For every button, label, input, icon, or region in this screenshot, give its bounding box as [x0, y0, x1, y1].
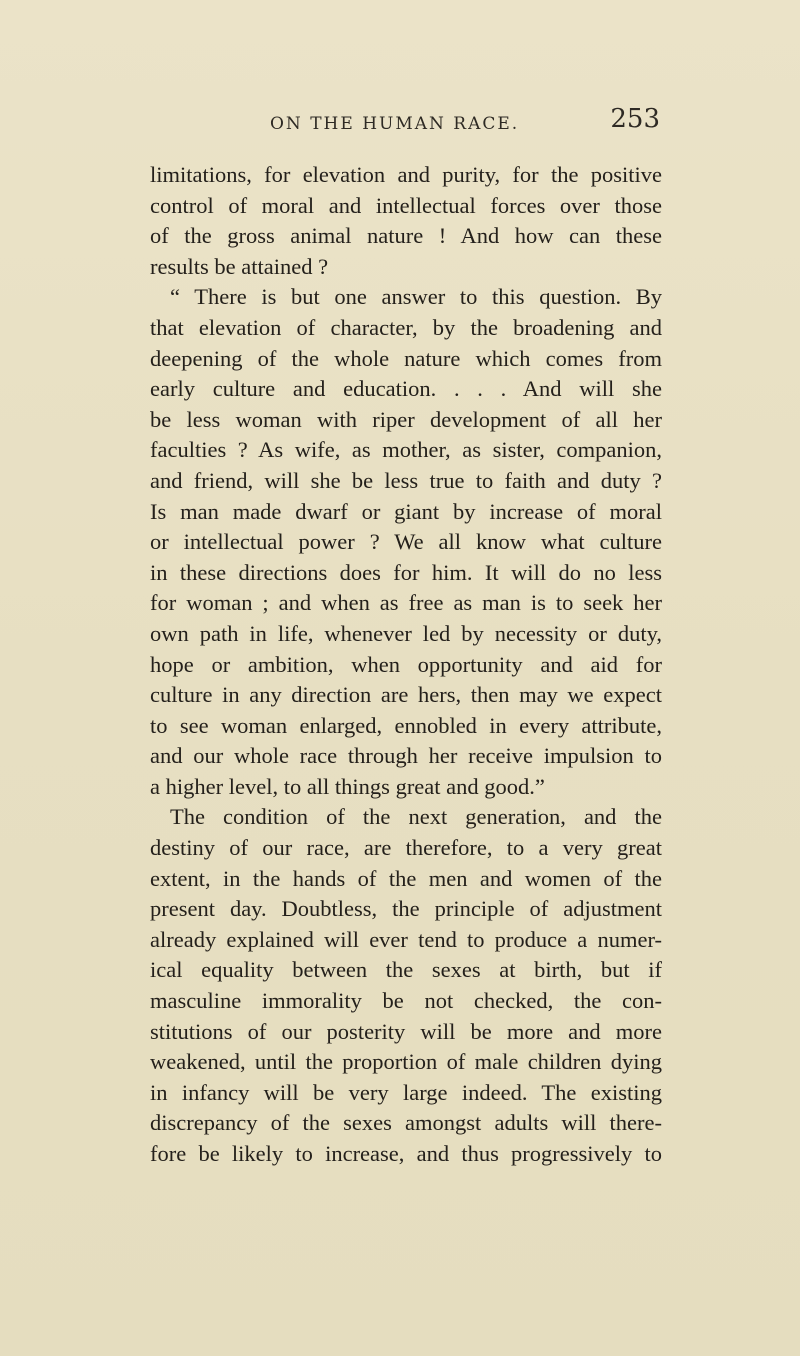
- text-line: in these directions does for him. It will do no less: [150, 559, 662, 585]
- text-line: be less woman with riper development of all her: [150, 406, 662, 432]
- text-line: present day. Doubtless, the principle of adjustment: [150, 896, 662, 922]
- text-line: limitations, for elevation and purity, for the positive: [150, 162, 662, 187]
- page-number: 253: [610, 104, 660, 134]
- text-line: culture in any direction are hers, then may we expect: [150, 682, 662, 708]
- text-line: a higher level, to all things great and good.”: [150, 773, 545, 799]
- text-line: hope or ambition, when opportunity and aid for: [150, 651, 662, 677]
- text-line: that elevation of character, by the broadening and: [150, 314, 662, 340]
- text-line: masculine immorality be not checked, the con-: [150, 988, 662, 1014]
- text-line: ical equality between the sexes at birth, but if: [150, 957, 662, 983]
- text-line: discrepancy of the sexes amongst adults will there-: [150, 1110, 662, 1136]
- body-text: [150, 160, 662, 1170]
- text-line: in infancy will be very large indeed. The existing: [150, 1079, 662, 1105]
- text-line: The condition of the next generation, and the: [170, 804, 662, 830]
- text-line: and friend, will she be less true to faith and duty ?: [150, 467, 662, 493]
- text-line: weakened, until the proportion of male children dying: [150, 1049, 662, 1075]
- text-line: already explained will ever tend to produce a numer-: [150, 926, 662, 952]
- text-line: destiny of our race, are therefore, to a very great: [150, 835, 662, 861]
- text-line: stitutions of our posterity will be more and more: [150, 1018, 662, 1044]
- text-line: fore be likely to increase, and thus progressively to: [150, 1141, 662, 1166]
- running-head: [150, 104, 660, 140]
- text-line: of the gross animal nature ! And how can these: [150, 223, 662, 249]
- text-line: and our whole race through her receive impulsion to: [150, 743, 662, 769]
- text-line: own path in life, whenever led by necessity or duty,: [150, 620, 662, 646]
- text-line: to see woman enlarged, ennobled in every attribute,: [150, 712, 662, 738]
- text-line: or intellectual power ? We all know what culture: [150, 529, 662, 555]
- text-line: deepening of the whole nature which comes from: [150, 345, 662, 371]
- text-line: “ There is but one answer to this question. By: [170, 284, 662, 310]
- text-line: extent, in the hands of the men and women of the: [150, 865, 662, 891]
- text-line: results be attained ?: [150, 253, 329, 279]
- text-line: early culture and education. . . . And will she: [150, 376, 662, 402]
- text-line: Is man made dwarf or giant by increase of moral: [150, 498, 662, 524]
- text-line: control of moral and intellectual forces over those: [150, 192, 662, 218]
- running-title: ON THE HUMAN RACE.: [270, 114, 520, 134]
- text-line: faculties ? As wife, as mother, as sister, companion,: [150, 437, 662, 463]
- text-line: for woman ; and when as free as man is to seek her: [150, 590, 662, 616]
